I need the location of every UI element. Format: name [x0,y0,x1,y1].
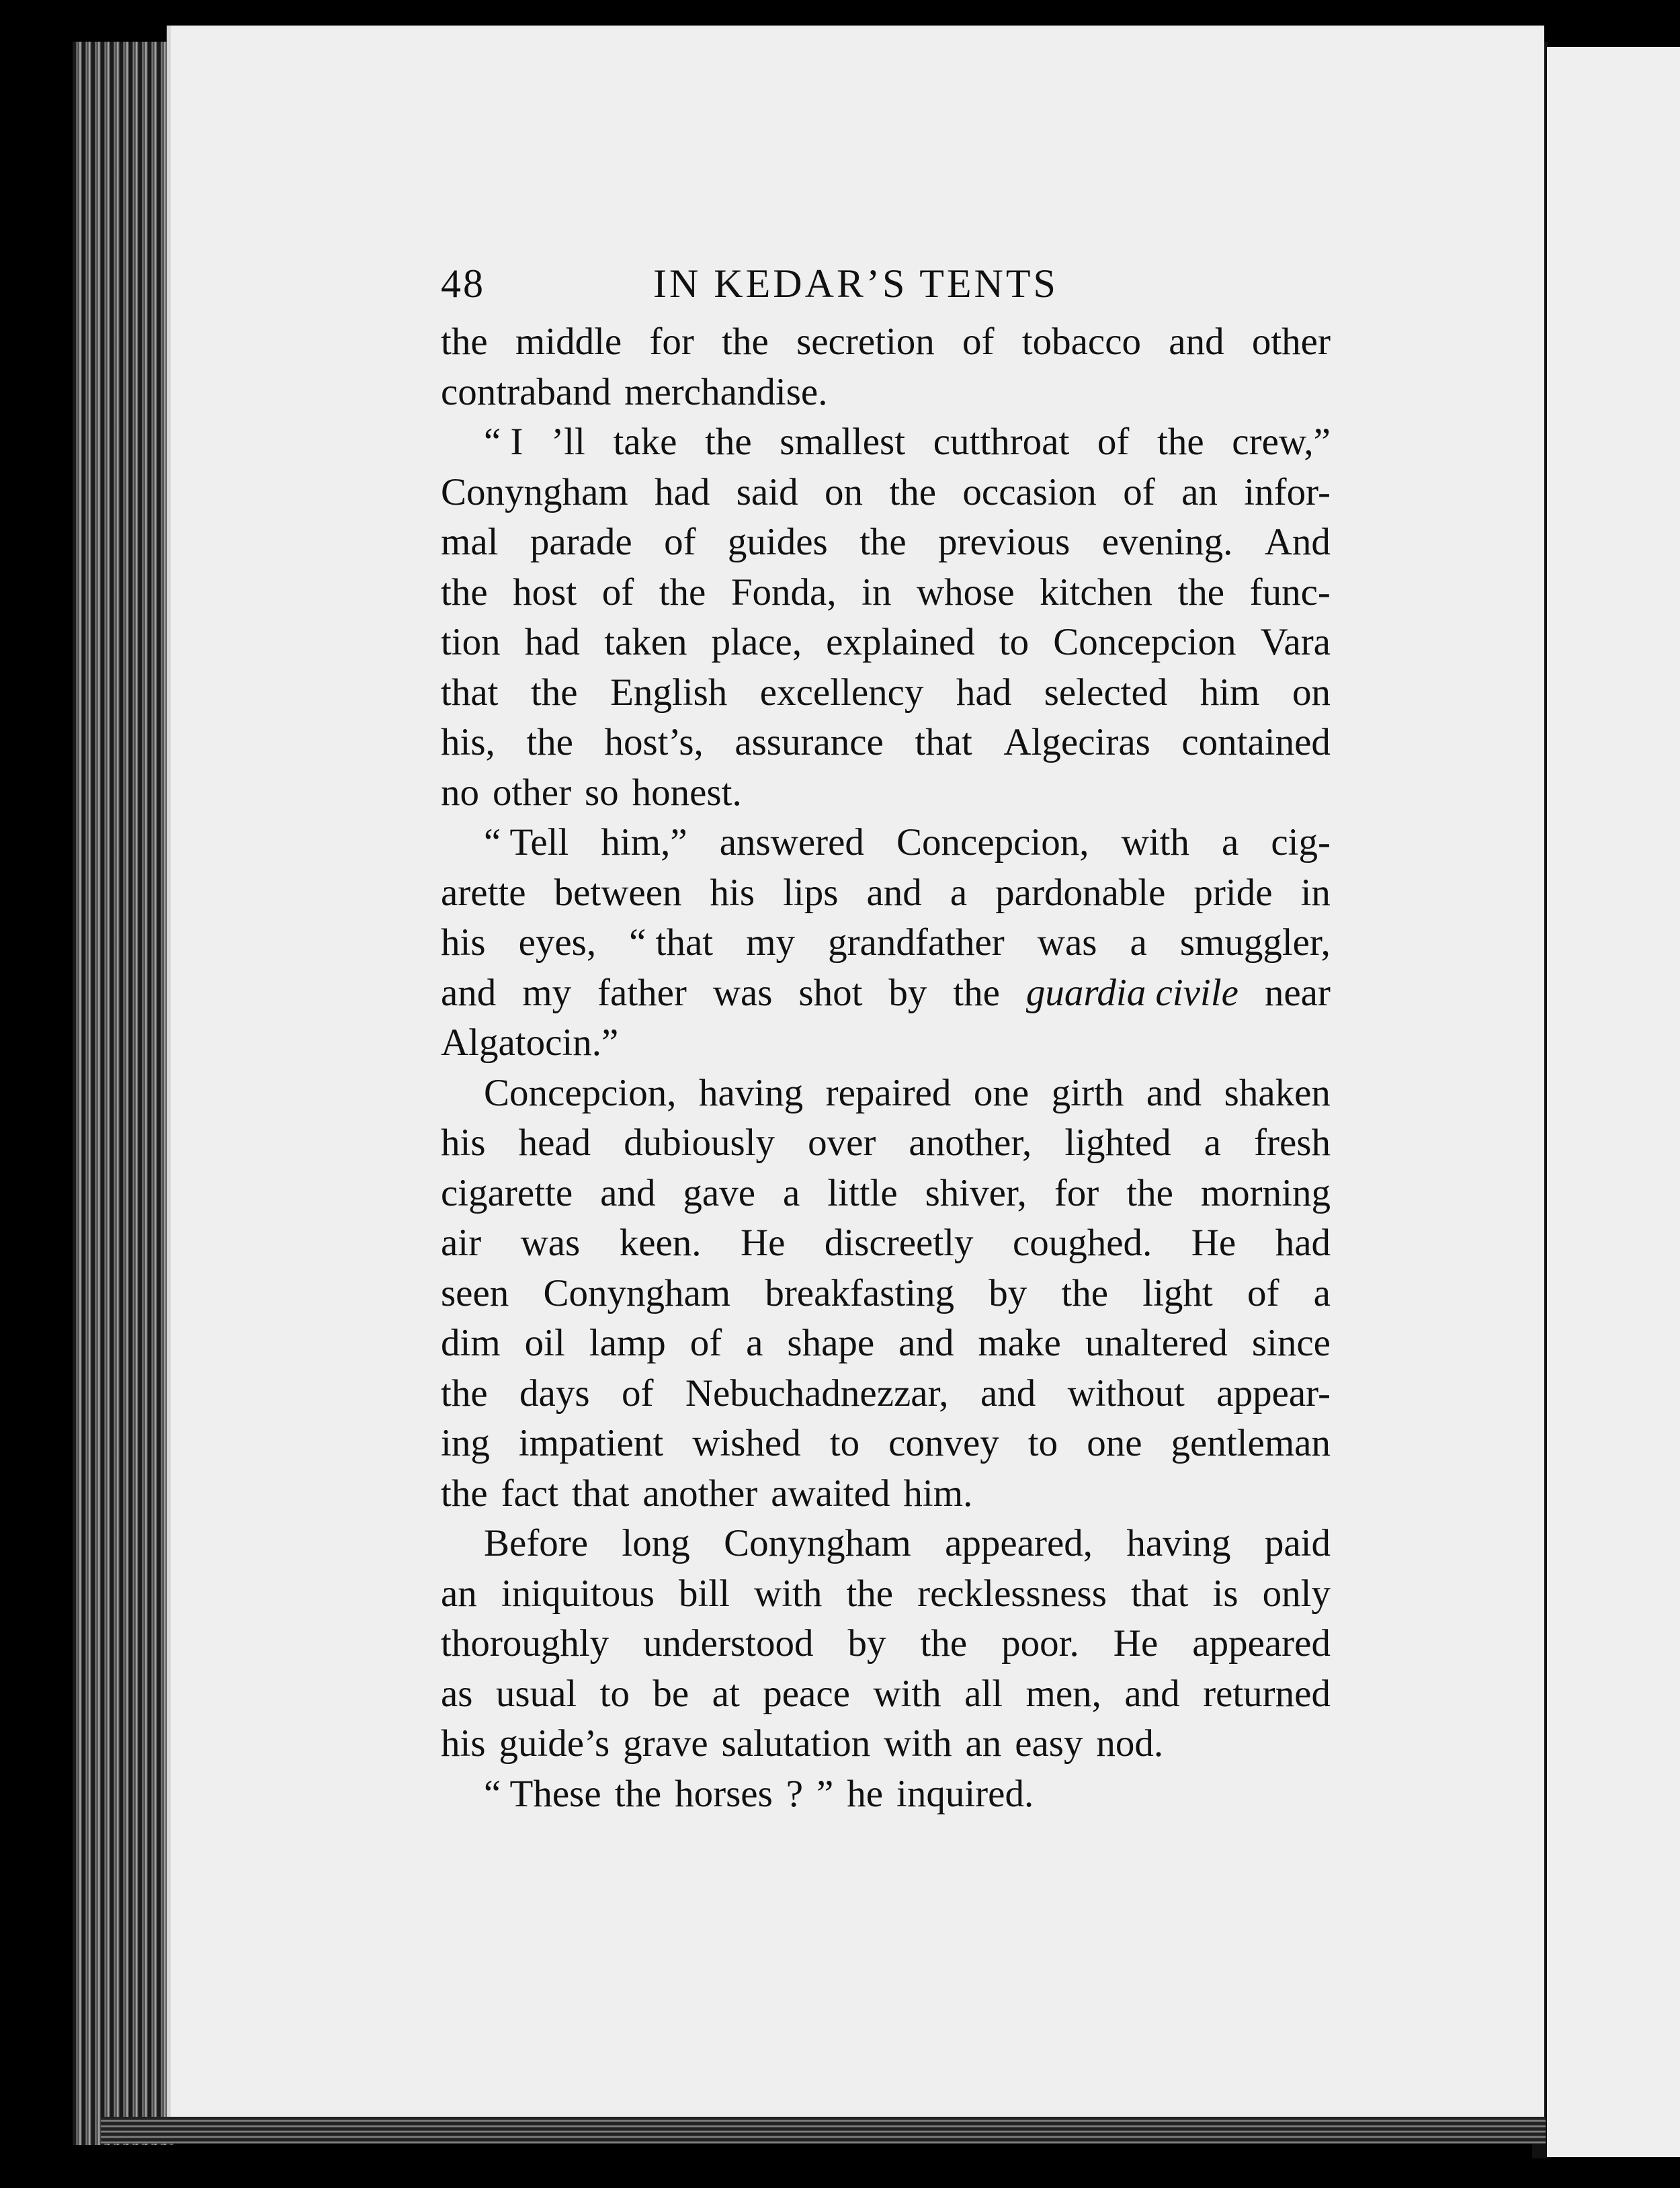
word: the [859,521,907,563]
word: another [642,1472,758,1515]
word: discreetly [824,1222,974,1264]
word: the [1061,1271,1109,1314]
word: And [1264,521,1331,563]
word: in [862,571,892,614]
word: for [1054,1171,1099,1214]
word: long [622,1522,690,1564]
word: appear- [1216,1372,1331,1415]
word: smallest [780,421,906,463]
word: the [659,571,706,614]
word: was [520,1222,581,1264]
word: with [1121,821,1189,864]
word: wished [692,1422,801,1464]
word: and [866,871,922,914]
word: to [829,1422,860,1464]
word: air [441,1222,482,1264]
word: shot [798,971,863,1014]
word: cig- [1271,821,1331,864]
word: the [1126,1171,1173,1214]
word: the [441,321,488,363]
body-text [441,317,1331,1819]
word: salutation [721,1722,871,1765]
word: appeared [1192,1622,1331,1665]
word: my [522,971,572,1014]
word: shaken [1224,1071,1331,1114]
word: contained [1181,721,1331,763]
word: take [613,421,677,463]
word: smuggler, [1179,921,1331,964]
text-line [441,1169,1331,1219]
word: the [846,1572,894,1615]
text-line [441,517,1331,568]
word: paid [1264,1522,1331,1564]
word: and [980,1372,1036,1415]
word: returned [1203,1672,1331,1715]
word: my [746,921,796,964]
word: He [741,1222,786,1264]
word: ” [816,1772,834,1815]
word: the [441,571,488,614]
word: of [601,571,634,614]
word: taken [604,621,687,663]
text-line [441,1519,1331,1569]
text-line [441,1018,1331,1068]
text-line [441,1669,1331,1720]
text-line [441,468,1331,518]
word: with [884,1722,952,1765]
word: the [1157,421,1204,463]
word: and [1124,1672,1180,1715]
word: middle [515,321,622,363]
word: by [989,1271,1027,1314]
word: oil [524,1322,565,1364]
word: that [915,721,972,763]
word: impatient [518,1422,664,1464]
word: pride [1193,871,1273,914]
word: the [920,1622,968,1665]
word: gave [683,1171,755,1214]
text-line [441,1369,1331,1419]
word: a [1130,921,1147,964]
word: nod. [1096,1722,1164,1765]
word: previous [938,521,1070,563]
word: grandfather [828,921,1005,964]
text-line [441,818,1331,868]
word: honest. [632,771,742,814]
word: as [441,1672,473,1715]
word: repaired [825,1071,952,1114]
word: grave [623,1722,708,1765]
word: excellency [759,671,924,714]
word: the [530,671,578,714]
word: ’ll [551,421,585,463]
word: horses [675,1772,773,1815]
word: had [655,470,710,513]
word: coughed. [1012,1222,1152,1264]
word: of [1247,1271,1279,1314]
word: He [1113,1622,1159,1665]
word: girth [1051,1071,1124,1114]
word: had [956,671,1012,714]
word: keen. [619,1222,702,1264]
word: seen [441,1271,509,1314]
word: him,” [601,821,687,864]
word: on [1292,671,1331,714]
word: shiver, [925,1171,1027,1214]
facing-page-sliver [1547,47,1680,2157]
word: assurance [734,721,884,763]
word: arette [441,871,526,914]
word: other [492,771,572,814]
word: func- [1249,571,1331,614]
word: that [571,1472,630,1515]
word: host [513,571,577,614]
running-head [441,261,1331,317]
word: Conyngham [543,1271,731,1314]
word: host’s, [604,721,704,763]
text-line [441,1619,1331,1669]
word: shape [787,1322,875,1364]
word: his [710,871,755,914]
word: answered [719,821,864,864]
word: Fonda, [730,571,837,614]
word: and [1146,1071,1202,1114]
text-line [441,1269,1331,1319]
word: his [441,1122,486,1164]
word: ? [786,1772,804,1815]
text-line [441,968,1331,1019]
word: a [1221,821,1239,864]
word: the [722,321,769,363]
word: the [441,1472,488,1515]
word: “ These [484,1772,601,1815]
word: an [965,1722,1002,1765]
word: selected [1044,671,1168,714]
word: of [621,1372,654,1415]
text-line [441,768,1331,818]
text-line [441,1419,1331,1469]
word: the [526,721,573,763]
word: “ Tell [484,821,569,864]
text-line [441,1569,1331,1619]
word: a [950,871,968,914]
word: over [808,1122,876,1164]
word: Conyngham [724,1522,911,1564]
word: merchandise. [624,370,828,413]
word: dim [441,1322,501,1364]
word: the [953,971,1000,1014]
word: with [754,1572,823,1615]
word: between [554,871,682,914]
text-line [441,1068,1331,1119]
text-line [441,317,1331,368]
page-edges-bottom [101,2117,1546,2144]
word: a [782,1171,800,1214]
page-edges-left [73,42,173,2145]
word: lighted [1064,1122,1171,1164]
word: usual [495,1672,577,1715]
word: by [847,1622,886,1665]
word: unaltered [1085,1322,1228,1364]
word: is [1212,1572,1238,1615]
word: mal [441,521,499,563]
word: said [736,470,798,513]
word: since [1251,1322,1331,1364]
word: ing [441,1422,490,1464]
word: of [664,521,696,563]
word: “ that [629,921,714,964]
word: an [1181,470,1218,513]
word: make [978,1322,1061,1364]
word: breakfasting [765,1271,955,1314]
word: occasion [962,470,1097,513]
word: be [653,1672,689,1715]
word: peace [763,1672,850,1715]
word: him. [903,1472,973,1515]
word: had [524,621,581,663]
word: secretion [796,321,935,363]
word: so [585,771,619,814]
word: the [889,470,936,513]
word: Conyngham [441,470,628,513]
word: parade [530,521,632,563]
word: lamp [589,1322,666,1364]
text-line [441,1469,1331,1519]
word: the [614,1772,662,1815]
word: to [999,621,1030,663]
word: one [1087,1422,1142,1464]
text-line [441,718,1331,768]
text-line [441,368,1331,418]
text-line [441,618,1331,668]
word: thoroughly [441,1622,610,1665]
word: tion [441,621,501,663]
word: men, [1025,1672,1101,1715]
word: whose [916,571,1015,614]
word: light [1142,1271,1213,1314]
word: and [898,1322,954,1364]
running-head-title: IN KEDAR’S TENTS [653,261,1058,306]
word: he [847,1772,884,1815]
text-line [441,1318,1331,1369]
text-line [441,1218,1331,1269]
word: in [1300,871,1331,914]
word: Vara [1260,621,1331,663]
word: a [1204,1122,1221,1164]
word: at [712,1672,740,1715]
word: He [1191,1222,1236,1264]
word: evening. [1101,521,1233,563]
word: having [1126,1522,1231,1564]
word: understood [643,1622,814,1665]
word: Concepcion, [896,821,1089,864]
word: father [597,971,687,1014]
word: lips [783,871,839,914]
word: cigarette [441,1171,573,1214]
word: infor- [1244,470,1331,513]
word: eyes, [518,921,597,964]
word: guides [727,521,828,563]
word: poor. [1001,1622,1079,1665]
word: and [1169,321,1224,363]
text-line [441,868,1331,919]
word: fact [501,1472,558,1515]
word: Concepcion [1053,621,1236,663]
word: cutthroat [933,421,1070,463]
word: little [827,1171,898,1214]
word: “ I [484,421,523,463]
word: his, [441,721,495,763]
word: and [600,1171,656,1214]
word: of [962,321,995,363]
word: with [873,1672,941,1715]
page-number: 48 [441,261,485,306]
word: for [649,321,694,363]
page-text [441,261,1331,1819]
word: having [699,1071,804,1114]
word: days [519,1372,590,1415]
word: Nebuchadnezzar, [685,1372,949,1415]
word: inquired. [896,1772,1034,1815]
word: and [441,971,497,1014]
word: dubiously [624,1122,775,1164]
word: another, [909,1122,1032,1164]
text-line [441,668,1331,718]
word: awaited [771,1472,890,1515]
word: of [1097,421,1130,463]
text-line [441,417,1331,468]
word: a [1313,1271,1331,1314]
word: bill [678,1572,730,1615]
word: guide’s [499,1722,610,1765]
word: fresh [1254,1122,1331,1164]
text-line [441,1719,1331,1769]
word: to [599,1672,630,1715]
word: only [1262,1572,1331,1615]
word: guardia civile [1025,971,1238,1014]
word: iniquitous [501,1572,655,1615]
word: explained [826,621,975,663]
word: no [441,771,479,814]
word: English [610,671,728,714]
word: gentleman [1171,1422,1331,1464]
word: his [441,921,486,964]
word: one [973,1071,1030,1114]
word: the [1177,571,1225,614]
word: Algeciras [1003,721,1150,763]
word: his [441,1722,486,1765]
word: that [441,671,499,714]
word: had [1275,1222,1331,1264]
word: a [746,1322,763,1364]
word: convey [888,1422,999,1464]
word: an [441,1572,477,1615]
word: appeared, [945,1522,1093,1564]
word: contraband [441,370,612,413]
word: Before [484,1522,589,1564]
word: other [1251,321,1331,363]
word: of [689,1322,722,1364]
text-line [441,918,1331,968]
word: all [964,1672,1003,1715]
word: Algatocin.” [441,1021,619,1064]
word: on [824,470,863,513]
word: place, [711,621,802,663]
word: him [1200,671,1260,714]
word: recklessness [917,1572,1107,1615]
word: that [1130,1572,1189,1615]
word: tobacco [1021,321,1142,363]
word: head [518,1122,591,1164]
word: without [1067,1372,1185,1415]
word: near [1264,971,1331,1014]
word: was [1037,921,1097,964]
word: Concepcion, [484,1071,677,1114]
word: morning [1200,1171,1331,1214]
word: easy [1015,1722,1083,1765]
word: to [1027,1422,1058,1464]
word: pardonable [995,871,1166,914]
word: kitchen [1040,571,1152,614]
word: was [712,971,773,1014]
word: the [705,421,752,463]
word: of [1123,470,1155,513]
text-line [441,1118,1331,1169]
text-line [441,568,1331,618]
text-line [441,1769,1331,1820]
word: by [888,971,927,1014]
word: the [441,1372,488,1415]
word: crew,” [1232,421,1331,463]
